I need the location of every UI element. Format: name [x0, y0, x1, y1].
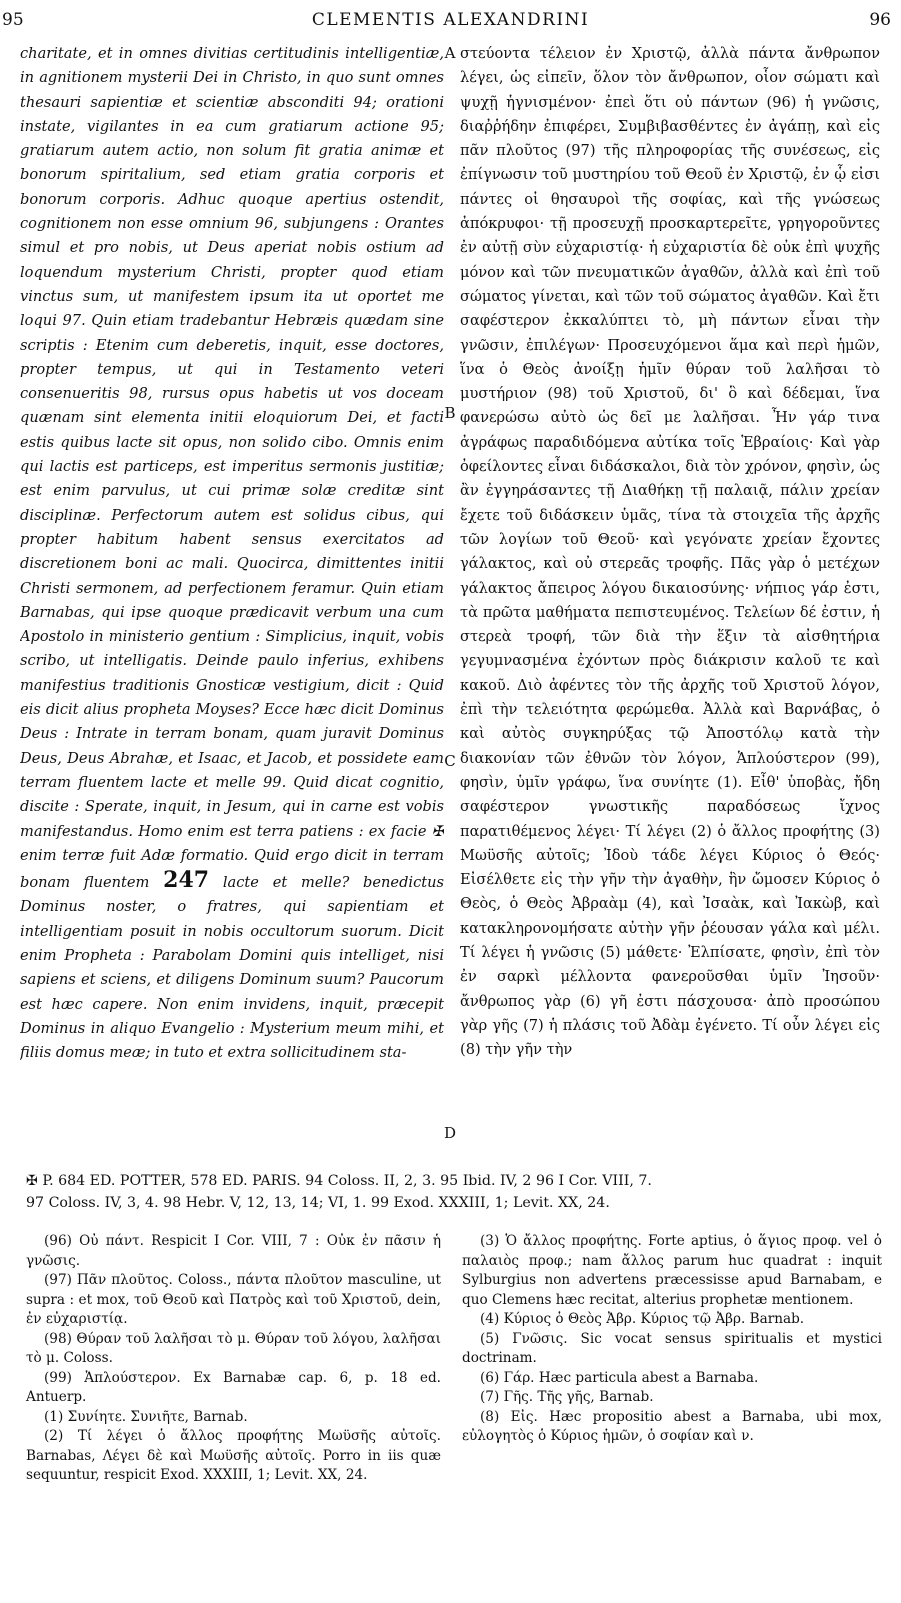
- margin-marker-b: B: [444, 404, 456, 422]
- latin-column: [20, 42, 444, 1156]
- greek-body-text: στεύοντα τέλειον ἐν Χριστῷ, ἀλλὰ πάντα ἄνθρωπον λέγει, ὡς εἰπεῖν, ὅλον τὸν ἄνθρωπον, οἷον σώματι καὶ ψυχῇ ἡγνισμένον· ἐπεὶ ὅτι οὐ πάντων (96) ἡ γνῶσις, διαῤῥήδην ἐπιφέρει, Συμβιβασθέντες ἐν ἀγάπῃ, καὶ εἰς πᾶν πλοῦτος (97) τῆς πληροφορίας τῆς συνέσεως, εἰς ἐπίγνωσιν τοῦ μυστηρίου τοῦ Θεοῦ ἐν Χριστῷ, ἐν ᾧ εἰσι πάντες οἱ θησαυροὶ τῆς σοφίας, καὶ τῆς γνώσεως ἀπόκρυφοι· τῇ προσευχῇ προσκαρτερεῖτε, γρηγοροῦντες ἐν αὐτῇ σὺν εὐχαριστίᾳ· ἡ εὐχαριστία δὲ οὐκ ἐπὶ ψυχῆς μόνον καὶ τῶν πνευματικῶν ἀγαθῶν, ἀλλὰ καὶ ἐπὶ τοῦ σώματος γίνεται, καὶ τῶν τοῦ σώματος ἀγαθῶν. Καὶ ἔτι σαφέστερον ἐκκαλύπτει τὸ, μὴ πάντων εἶναι τὴν γνῶσιν, ἐπιλέγων· Προσευχόμενοι ἅμα καὶ περὶ ἡμῶν, ἵνα ὁ Θεὸς ἀνοίξῃ ἡμῖν θύραν τοῦ λαλῆσαι τὸ μυστήριον (98) τοῦ Χριστοῦ, δι' ὃ καὶ δέδεμαι, ἵνα φανερώσω αὐτὸ ὡς δεῖ με λαλῆσαι. Ἦν γάρ τινα ἀγράφως παραδιδόμενα αὐτίκα τοῖς Ἑβραίοις· Καὶ γὰρ ὀφείλοντες εἶναι διδάσκαλοι, διὰ τὸν χρόνον, φησὶν, ὡς ἂν ἐγγηράσαντες τῇ Διαθήκῃ τῇ παλαιᾷ, πάλιν χρείαν ἔχετε τοῦ διδάσκειν ὑμᾶς, τίνα τὰ στοιχεῖα τῆς ἀρχῆς τῶν λογίων τοῦ Θεοῦ· καὶ γεγόνατε χρείαν ἔχοντες γάλακτος, καὶ οὐ στερεᾶς τροφῆς. Πᾶς γὰρ ὁ μετέχων γάλακτος ἄπειρος λόγου δικαιοσύνης· νήπιος γάρ ἐστι, τὰ πρῶτα μαθήματα πεπιστευμένος. Τελείων δέ ἐστιν, ἡ στερεὰ τροφή, τῶν διὰ τὴν ἕξιν τὰ αἰσθητήρια γεγυμνασμένα ἐχόντων πρὸς διάκρισιν καλοῦ τε καὶ κακοῦ. Διὸ ἀφέντες τὸν τῆς ἀρχῆς τοῦ Χριστοῦ λόγον, ἐπὶ τὴν τελειότητα φερώμεθα. Ἀλλὰ καὶ Βαρνάβας, ὁ καὶ αὐτὸς συγκηρύξας τῷ Ἀποστόλῳ κατὰ τὴν διακονίαν τῶν ἐθνῶν τὸν λόγον, Ἁπλούστερον (99), φησὶν, ὑμῖν γράφω, ἵνα συνίητε (1). Εἶθ' ὑποβὰς, ἤδη σαφέστερον γνωστικῆς παραδόσεως ἴχνος παρατιθέμενος λέγει· Τί λέγει (2) ὁ ἄλλος προφήτης (3) Μωϋσῆς αὐτοῖς; Ἰδοὺ τάδε λέγει Κύριος ὁ Θεός· Εἰσέλθετε εἰς τὴν γῆν τὴν ἀγαθὴν, ἣν ὤμοσεν Κύριος ὁ Θεὸς, ὁ Θεὸς Ἀβραὰμ (4), καὶ Ἰσαὰκ, καὶ Ἰακὼβ, καὶ κατακληρονομήσατε αὐτὴν γῆν ῥέουσαν γάλα καὶ μέλι. Τί λέγει ἡ γνῶσις (5) μάθετε· Ἐλπίσατε, φησὶν, ἐπὶ τὸν ἐν σαρκὶ μέλλοντα φανεροῦσθαι ὑμῖν Ἰησοῦν· ἄνθρωπος γὰρ (6) γῆ ἐστι πάσχουσα· ἀπὸ προσώπου γὰρ γῆς (7) ἡ πλάσις τοῦ Ἀδὰμ ἐγένετο. Τί οὖν λέγει εἰς (8) τὴν γῆν τὴν: [460, 45, 880, 1059]
- page-number-left: 95: [2, 10, 24, 30]
- latin-body-text-continued: lacte et melle? benedictus Dominus noster, o fratres, qui sapientiam et intelligentiam posuit in nobis occultorum suorum. Dicit enim Propheta : Parabolam Domini quis intelliget, nisi sapiens et sciens, et diligens Dominum suum? Paucorum est hæc capere. Non enim invidens, inquit, præcepit Dominus in aliquo Evangelio : Mysterium meum mihi, et filiis domus meæ; in tuto et extra sollicitudinem sta-: [20, 874, 444, 1062]
- footnote: (6) Γάρ. Hæc particula abest a Barnaba.: [480, 1369, 759, 1386]
- page-marker: 247: [163, 867, 210, 894]
- footnote: (99) Ἁπλούστερον. Ex Barnabæ cap. 6, p. 18 ed. Antuerp.: [26, 1369, 441, 1405]
- footnote: (96) Οὐ πάντ. Respicit I Cor. VIII, 7 : Οὐκ ἐν πᾶσιν ἡ γνῶσις.: [26, 1233, 441, 1269]
- running-title: CLEMENTIS ALEXANDRINI: [311, 10, 590, 30]
- footnote: (98) Θύραν τοῦ λαλῆσαι τὸ μ. Θύραν τοῦ λόγου, λαλῆσαι τὸ μ. Coloss.: [26, 1330, 441, 1366]
- references-line-1: ✠ P. 684 ED. POTTER, 578 ED. PARIS. 94 Coloss. II, 2, 3. 95 Ibid. IV, 2 96 I Cor. VIII, 7.: [26, 1173, 652, 1189]
- footnote: (7) Γῆς. Τῆς γῆς, Barnab.: [480, 1389, 654, 1405]
- footnote: (97) Πᾶν πλοῦτος. Coloss., πάντα πλοῦτον masculine, ut supra : et mox, τοῦ Θεοῦ καὶ Πατρὸς καὶ τοῦ Χριστοῦ, dein, ἐν εὐχαριστίᾳ.: [26, 1272, 441, 1327]
- footnote: (4) Κύριος ὁ Θεὸς Ἀβρ. Κύριος τῷ Ἀβρ. Barnab.: [480, 1311, 805, 1327]
- margin-marker-d: D: [443, 1124, 457, 1142]
- latin-body-text: charitate, et in omnes divitias certitudinis intelligentiæ, in agnitionem mysterii Dei in Christo, in quo sunt omnes thesauri sapientiæ et scientiæ absconditi 94; orationi instate, vigilantes in ea cum gratiarum actione 95; gratiarum autem actio, non solum fit gratia animæ et bonorum spiritalium, sed etiam gratia corporis et bonorum corporis. Adhuc quoque apertius ostendit, cognitionem non esse omnium 96, subjungens : Orantes simul et pro nobis, ut Deus aperiat nobis ostium ad loquendum mysterium Christi, propter quod etiam vinctus sum, ut manifestem ipsum ita ut oportet me loqui 97. Quin etiam tradebantur Hebræis quædam sine scriptis : Etenim cum deberetis, inquit, esse doctores, propter tempus, ut qui in Testamento veteri consenueritis 98, rursus opus habetis ut vos doceam quænam sint elementa initii eloquiorum Dei, et facti estis quibus lacte sit opus, non solido cibo. Omnis enim qui lactis est particeps, est imperitus sermonis justitiæ; est enim parvulus, ut cui primæ solæ creditæ sint disciplinæ. Perfectorum autem est solidus cibus, qui propter habitum habent sensus exercitatos ad discretionem boni ac mali. Quocirca, dimittentes initii Christi sermonem, ad perfectionem feramur. Quin etiam Barnabas, qui ipse quoque prædicavit verbum una cum Apostolo in ministerio gentium : Simplicius, inquit, vobis scribo, ut intelligatis. Deinde paulo inferius, exhibens manifestius traditionis Gnosticæ vestigium, dicit : Quid eis dicit alius propheta Moyses? Ecce hæc dicit Dominus Deus : Intrate in terram bonam, quam juravit Dominus Deus, Deus Abrahæ, et Isaac, et Jacob, et possidete eam terram fluentem lacte et melle 99. Quid dicat cognitio, discite : Sperate, inquit, in Jesum, qui in carne est vobis manifestandus. Homo enim est terra patiens : ex facie ✠ enim terræ fuit Adæ formatio. Quid ergo dicit in terram bonam fluentem: [20, 45, 444, 892]
- references-line-2: 97 Coloss. IV, 3, 4. 98 Hebr. V, 12, 13, 14; VI, 1. 99 Exod. XXXIII, 1; Levit. XX, 24.: [26, 1195, 610, 1211]
- scripture-references: [26, 1170, 886, 1214]
- footnote: (2) Τί λέγει ὁ ἄλλος προφήτης Μωϋσῆς αὐτοῖς. Barnabas, Λέγει δὲ καὶ Μωϋσῆς αὐτοῖς. Porro in iis quæ sequuntur, respicit Exod. XXXIII, 1; Levit. XX, 24.: [26, 1428, 441, 1483]
- page-number-right: 96: [869, 10, 891, 30]
- footnote: (3) Ὁ ἄλλος προφήτης. Forte aptius, ὁ ἅγιος προφ. vel ὁ παλαιὸς προφ.; nam ἄλλος parum huc quadrat : inquit Sylburgius non advertens præcessisse apud Barnabam, e quo Clemens hæc recitat, alterius prophetæ mentionem.: [462, 1233, 882, 1308]
- running-head: [0, 10, 901, 34]
- footnote: (1) Συνίητε. Συνιῆτε, Barnab.: [44, 1408, 248, 1425]
- margin-marker-a: A: [444, 44, 456, 62]
- greek-column: [460, 42, 880, 1156]
- footnote: (5) Γνῶσις. Sic vocat sensus spiritualis et mystici doctrinam.: [462, 1330, 882, 1366]
- footnote: (8) Εἰς. Hæc propositio abest a Barnaba, ubi mox, εὐλογητὸς ὁ Κύριος ἡμῶν, ὁ σοφίαν καὶ ν.: [462, 1408, 882, 1444]
- footnotes-right: [462, 1232, 882, 1447]
- margin-marker-c: C: [444, 752, 456, 770]
- footnotes-left: [26, 1232, 441, 1486]
